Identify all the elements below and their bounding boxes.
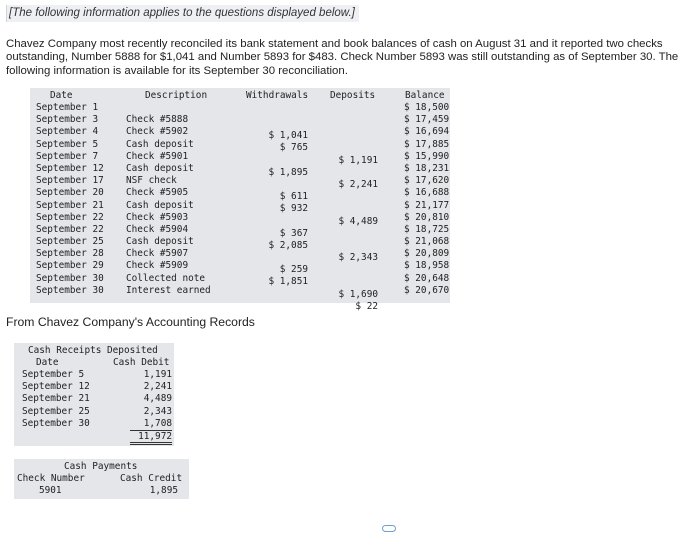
description-cell: Cash deposit — [126, 236, 194, 248]
cash-payments-title: Cash Payments — [64, 461, 138, 472]
cash-receipts-table — [14, 343, 174, 446]
withdrawal-cell: $ 765 — [279, 142, 308, 154]
balance-cell: $ 18,231 — [404, 162, 450, 174]
receipt-amount: 2,241 — [143, 381, 172, 393]
description-cell: Check #5903 — [126, 211, 189, 223]
bank-statement-table — [30, 88, 450, 312]
deposit-cell — [320, 191, 378, 203]
balance-cell: $ 18,725 — [404, 223, 450, 235]
description-cell: Check #5905 — [126, 187, 189, 199]
withdrawal-cell — [252, 216, 308, 228]
withdrawal-cell — [252, 179, 308, 191]
date-cell: September 21 — [36, 199, 104, 211]
date-cell: September 3 — [36, 114, 99, 126]
date-cell: September 30 — [36, 284, 104, 296]
withdrawal-cell: $ 932 — [279, 203, 308, 215]
balance-cell: $ 20,670 — [404, 284, 450, 296]
withdrawal-cell — [252, 252, 308, 264]
receipt-amount: 4,489 — [143, 393, 172, 405]
deposit-cell: $ 1,191 — [338, 154, 378, 166]
description-cell: Cash deposit — [126, 138, 194, 150]
balance-cell: $ 16,694 — [404, 126, 450, 138]
date-cell: September 5 — [36, 138, 99, 150]
balance-cell: $ 20,809 — [404, 248, 450, 260]
receipt-date: September 5 — [22, 369, 85, 380]
withdrawal-cell — [252, 289, 308, 301]
deposit-cell — [320, 130, 378, 142]
receipt-date: September 12 — [22, 381, 90, 393]
withdrawal-cell: $ 2,085 — [268, 239, 308, 251]
deposit-cell — [320, 276, 378, 288]
records-heading: From Chavez Company's Accounting Records — [6, 315, 255, 329]
description-cell: Check #5904 — [126, 223, 189, 235]
cash-payments-amount-header: Cash Credit — [120, 473, 183, 484]
description-cell: Cash deposit — [126, 199, 194, 211]
receipts-total: 11,972 — [130, 431, 172, 445]
receipt-amount: 1,708 — [130, 418, 172, 431]
payment-amount: 1,895 — [149, 485, 178, 496]
header-date: Date — [50, 90, 73, 101]
receipt-amount: 2,343 — [143, 405, 172, 417]
description-cell: Interest earned — [126, 284, 211, 296]
receipt-amount: 1,191 — [143, 369, 172, 380]
description-cell: Check #5907 — [126, 248, 189, 260]
deposit-cell — [320, 167, 378, 179]
description-cell — [126, 102, 211, 114]
payment-check-number: 5901 — [39, 485, 62, 496]
balance-cell: $ 16,688 — [404, 187, 450, 199]
deposit-cell: $ 2,343 — [338, 252, 378, 264]
deposit-cell — [320, 142, 378, 154]
deposit-cell — [320, 228, 378, 240]
receipt-date: September 25 — [22, 405, 90, 417]
date-cell: September 25 — [36, 236, 104, 248]
deposit-cell — [320, 203, 378, 215]
intro-note: [The following information applies to the questions displayed below.] — [6, 5, 359, 22]
cash-receipts-date-header: Date — [36, 357, 59, 368]
deposit-cell: $ 2,241 — [338, 178, 378, 190]
balance-cell: $ 18,500 — [404, 102, 450, 113]
description-cell: NSF check — [126, 175, 177, 187]
balance-cell: $ 15,990 — [404, 150, 450, 162]
balance-cell: $ 20,648 — [404, 272, 450, 284]
date-cell: September 20 — [36, 187, 104, 199]
withdrawal-cell — [252, 301, 308, 313]
deposit-cell — [320, 118, 378, 130]
description-cell: Check #5902 — [126, 126, 189, 138]
receipt-date: September 30 — [22, 417, 90, 429]
withdrawals-column — [252, 118, 308, 313]
balance-cell: $ 21,177 — [404, 199, 450, 211]
header-description: Description — [145, 90, 208, 101]
description-cell: Check #5909 — [126, 260, 189, 272]
withdrawal-cell: $ 611 — [279, 191, 308, 203]
balance-cell: $ 17,885 — [404, 138, 450, 150]
description-cell: Check #5901 — [126, 150, 189, 162]
date-cell: September 22 — [36, 211, 104, 223]
date-cell: September 30 — [36, 272, 104, 284]
cash-receipts-dates — [22, 369, 90, 430]
date-cell: September 7 — [36, 150, 99, 162]
withdrawal-cell: $ 367 — [279, 227, 308, 239]
deposit-cell: $ 22 — [355, 300, 378, 312]
withdrawal-cell: $ 1,895 — [268, 166, 308, 178]
balance-cell: $ 20,810 — [404, 211, 450, 223]
deposit-cell: $ 1,690 — [338, 288, 378, 300]
problem-description: Chavez Company most recently reconciled its bank statement and book balances of cash on August 31 and it reported two checks outstanding, Number 5888 for $1,041 and Number 5893 for $483. Check Number 5893 was still outstanding as of September 30. The following information is available for its September 30 reconciliation. — [6, 38, 679, 77]
deposit-cell: $ 4,489 — [338, 215, 378, 227]
date-cell: September 28 — [36, 248, 104, 260]
balance-cell: $ 18,958 — [404, 260, 450, 272]
description-cell: Check #5888 — [126, 114, 189, 126]
description-cell: Cash deposit — [126, 162, 194, 174]
balance-cell: $ 17,459 — [404, 114, 450, 126]
cash-receipts-amount-header: Cash Debit — [113, 357, 170, 368]
header-withdrawals: Withdrawals — [246, 90, 309, 101]
header-balance: Balance — [405, 90, 445, 101]
withdrawal-cell: $ 1,041 — [268, 130, 308, 142]
cash-receipts-title: Cash Receipts Deposited — [28, 345, 158, 356]
balance-column — [404, 102, 449, 297]
date-cell: September 29 — [36, 260, 104, 272]
date-cell: September 17 — [36, 175, 104, 187]
header-deposits: Deposits — [330, 90, 376, 101]
withdrawal-cell — [252, 155, 308, 167]
date-cell: September 22 — [36, 223, 104, 235]
receipt-date: September 21 — [22, 393, 90, 405]
date-cell: September 4 — [36, 126, 99, 138]
deposit-cell — [320, 264, 378, 276]
description-column — [126, 102, 211, 297]
balance-cell: $ 17,620 — [404, 175, 450, 187]
date-cell: September 12 — [36, 162, 104, 174]
deposit-cell — [320, 240, 378, 252]
withdrawal-cell — [252, 118, 308, 130]
cash-payments-table — [14, 459, 189, 499]
withdrawal-cell: $ 259 — [279, 264, 308, 276]
withdrawal-cell: $ 1,851 — [268, 276, 308, 288]
clip-icon — [382, 525, 396, 532]
date-cell: September 1 — [36, 102, 99, 113]
cash-receipts-amounts — [130, 369, 172, 445]
deposits-column — [320, 118, 378, 313]
balance-cell: $ 21,068 — [404, 236, 450, 248]
cash-payments-check-header: Check Number — [17, 473, 85, 484]
description-cell: Collected note — [126, 272, 206, 284]
date-column — [36, 102, 104, 297]
